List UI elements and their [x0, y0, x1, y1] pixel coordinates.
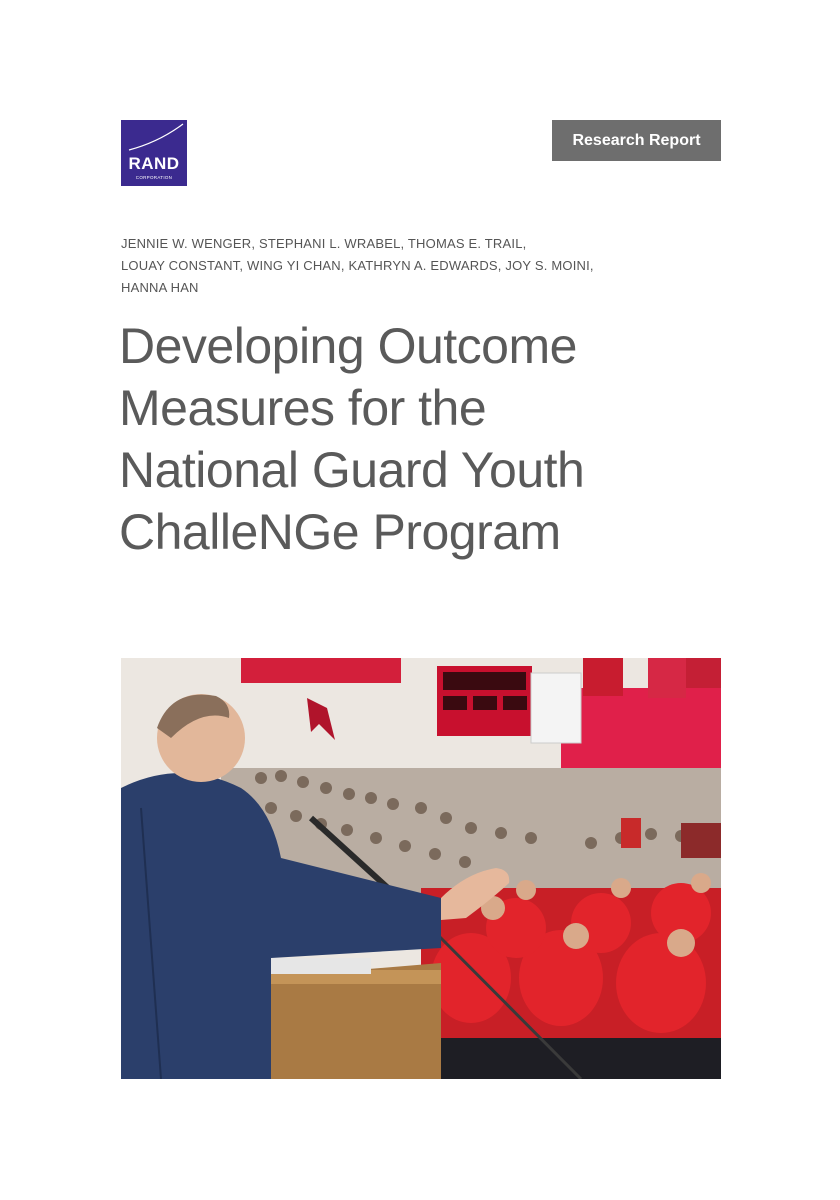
logo-subtext: CORPORATION [135, 175, 173, 180]
report-title [119, 315, 739, 563]
cover-photo-illustration [121, 658, 721, 1079]
author-line: HANNA HAN [121, 280, 199, 295]
logo-wordmark: RAND [128, 154, 180, 173]
author-line: LOUAY CONSTANT, WING YI CHAN, KATHRYN A. EDWARDS, JOY S. MOINI, [121, 258, 594, 273]
author-list [121, 233, 721, 299]
report-type-badge: Research Report [552, 120, 721, 161]
title-line: National Guard Youth [119, 442, 585, 498]
cover-photo [121, 658, 721, 1079]
title-line: ChalleNGe Program [119, 504, 561, 560]
title-line: Measures for the [119, 380, 487, 436]
title-line: Developing Outcome [119, 318, 577, 374]
author-line: JENNIE W. WENGER, STEPHANI L. WRABEL, THOMAS E. TRAIL, [121, 236, 527, 251]
rand-logo [121, 120, 187, 186]
